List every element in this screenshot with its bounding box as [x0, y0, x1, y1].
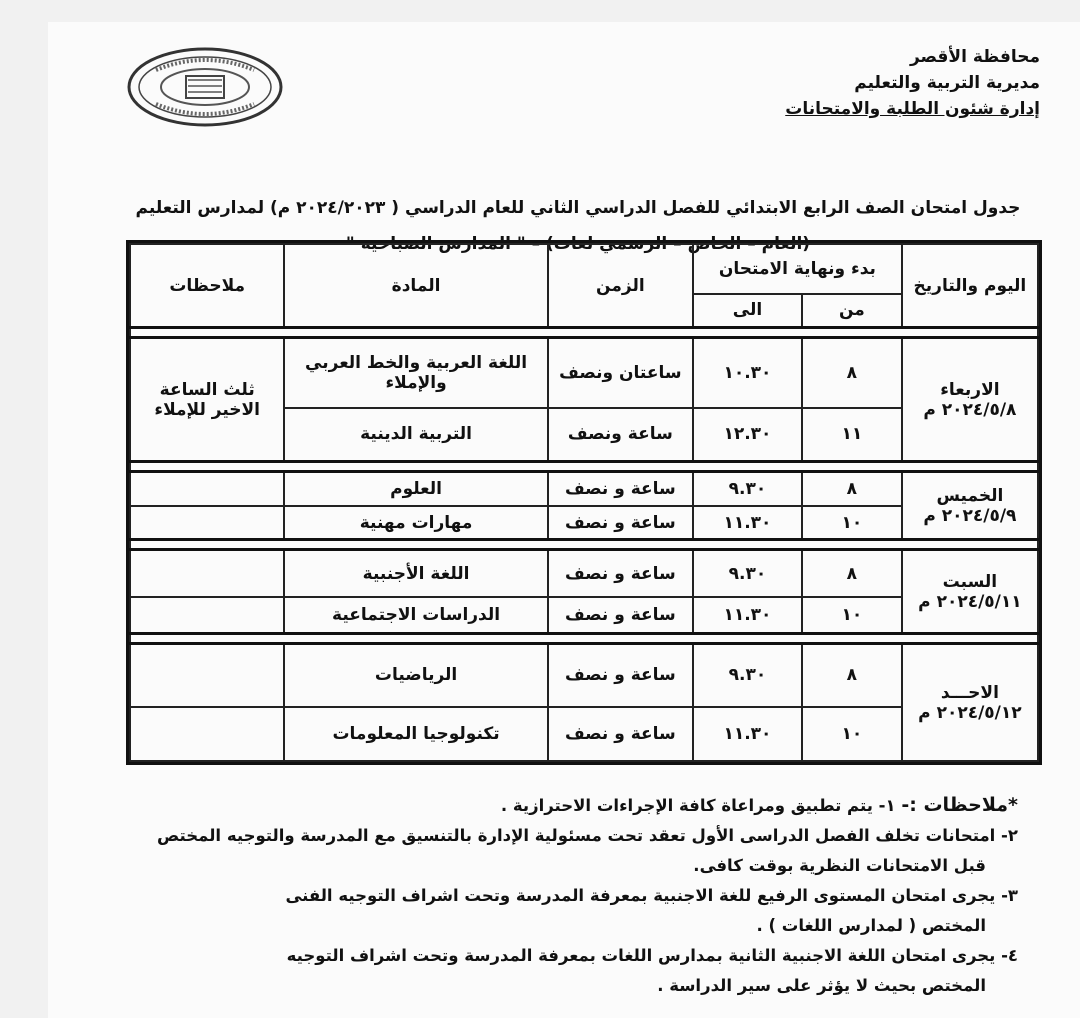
notes-section	[38, 790, 1018, 1001]
note-3-line-2: المختص ( لمدارس اللغات ) .	[756, 916, 986, 935]
subject-cell: الدراسات الاجتماعية	[284, 597, 547, 633]
subject-cell: اللغة العربية والخط العربي والإملاء	[284, 338, 547, 408]
note-1: ١- يتم تطبيق ومراعاة كافة الإجراءات الاحترازية .	[500, 796, 896, 815]
exam-date: ٢٠٢٤/٥/٨ م	[923, 399, 1017, 420]
notes-cell	[130, 472, 284, 506]
department-line: إدارة شئون الطلبة والامتحانات	[785, 99, 1040, 119]
duration-cell: ساعة و نصف	[548, 644, 693, 707]
governorate-line: محافظة الأقصر	[909, 47, 1040, 67]
table-row	[130, 644, 1038, 707]
header-notes: ملاحظات	[130, 244, 284, 328]
from-cell: ١١	[802, 408, 902, 462]
header-exam-time: بدء ونهاية الامتحان	[693, 244, 902, 294]
row-separator	[130, 328, 1038, 338]
to-cell: ١١.٣٠	[693, 506, 802, 540]
note-2-line-1: ٢- امتحانات تخلف الفصل الدراسى الأول تعقد تحت مسئولية الإدارة بالتنسيق مع المدرسة والتوجيه المختص	[157, 826, 1018, 845]
duration-cell: ساعة ونصف	[548, 408, 693, 462]
day-date-cell	[902, 338, 1038, 462]
from-cell: ١٠	[802, 506, 902, 540]
document-page	[48, 22, 1080, 1018]
header-from: من	[802, 294, 902, 328]
duration-cell: ساعتان ونصف	[548, 338, 693, 408]
title-line-1: جدول امتحان الصف الرابع الابتدائي للفصل الدراسي الثاني للعام الدراسي ( ٢٠٢٤/٢٠٢٣ م) لمدارس التعليم	[135, 198, 1021, 218]
note-4-line-2: المختص بحيث لا يؤثر على سير الدراسة .	[657, 976, 986, 995]
subject-cell: مهارات مهنية	[284, 506, 547, 540]
note-4-line-1: ٤- يجرى امتحان اللغة الاجنبية الثانية بمدارس اللغات بمعرفة المدرسة وتحت اشراف التوجيه	[286, 946, 1018, 965]
day-name: الخميس	[936, 485, 1004, 506]
table-row	[130, 472, 1038, 506]
subject-cell: التربية الدينية	[284, 408, 547, 462]
table-row	[130, 707, 1038, 761]
notes-heading: *ملاحظات :-	[901, 794, 1018, 816]
exam-date: ٢٠٢٤/٥/٩ م	[923, 505, 1017, 526]
to-cell: ١٢.٣٠	[693, 408, 802, 462]
day-name: الاربعاء	[940, 379, 1000, 400]
duration-cell: ساعة و نصف	[548, 597, 693, 633]
notes-cell: ثلث الساعة الاخير للإملاء	[130, 338, 284, 462]
from-cell: ١٠	[802, 597, 902, 633]
day-name: الاحـــد	[940, 682, 999, 703]
notes-cell	[130, 597, 284, 633]
row-separator	[130, 462, 1038, 472]
day-date-cell	[902, 472, 1038, 540]
table-row	[130, 338, 1038, 408]
from-cell: ١٠	[802, 707, 902, 761]
row-separator	[130, 540, 1038, 550]
from-cell: ٨	[802, 644, 902, 707]
exam-date: ٢٠٢٤/٥/١١ م	[918, 591, 1022, 612]
subject-cell: اللغة الأجنبية	[284, 550, 547, 597]
header-row	[130, 244, 1038, 294]
to-cell: ١٠.٣٠	[693, 338, 802, 408]
from-cell: ٨	[802, 550, 902, 597]
from-cell: ٨	[802, 338, 902, 408]
exam-date: ٢٠٢٤/٥/١٢ م	[918, 702, 1022, 723]
to-cell: ٩.٣٠	[693, 550, 802, 597]
notes-cell	[130, 644, 284, 707]
duration-cell: ساعة و نصف	[548, 707, 693, 761]
row-separator	[130, 633, 1038, 643]
day-date-cell	[902, 550, 1038, 634]
table-row	[130, 597, 1038, 633]
title-line-2: (العام – الخاص – الرسمي لغات) – " المدارس الصباحية "	[345, 234, 811, 254]
directorate-line: مديرية التربية والتعليم	[854, 73, 1040, 93]
day-name: السبت	[942, 571, 998, 592]
subject-cell: الرياضيات	[284, 644, 547, 707]
ministry-seal-icon	[126, 46, 284, 128]
header-duration: الزمن	[548, 244, 693, 328]
table-row	[130, 506, 1038, 540]
duration-cell: ساعة و نصف	[548, 472, 693, 506]
to-cell: ٩.٣٠	[693, 644, 802, 707]
notes-cell	[130, 707, 284, 761]
duration-cell: ساعة و نصف	[548, 550, 693, 597]
duration-cell: ساعة و نصف	[548, 506, 693, 540]
subject-cell: العلوم	[284, 472, 547, 506]
notes-cell	[130, 506, 284, 540]
subject-cell: تكنولوجيا المعلومات	[284, 707, 547, 761]
header-to: الى	[693, 294, 802, 328]
exam-schedule-table	[126, 240, 1042, 765]
header-day-date: اليوم والتاريخ	[902, 244, 1038, 328]
note-2-line-2: قبل الامتحانات النظرية بوقت كافى.	[693, 856, 986, 875]
notes-cell	[130, 550, 284, 597]
to-cell: ١١.٣٠	[693, 597, 802, 633]
letterhead	[760, 44, 1040, 122]
header-subject: المادة	[284, 244, 547, 328]
day-date-cell	[902, 644, 1038, 761]
note-3-line-1: ٣- يجرى امتحان المستوى الرفيع للغة الاجنبية بمعرفة المدرسة وتحت اشراف التوجيه الفنى	[285, 886, 1018, 905]
to-cell: ٩.٣٠	[693, 472, 802, 506]
from-cell: ٨	[802, 472, 902, 506]
table-row	[130, 550, 1038, 597]
to-cell: ١١.٣٠	[693, 707, 802, 761]
